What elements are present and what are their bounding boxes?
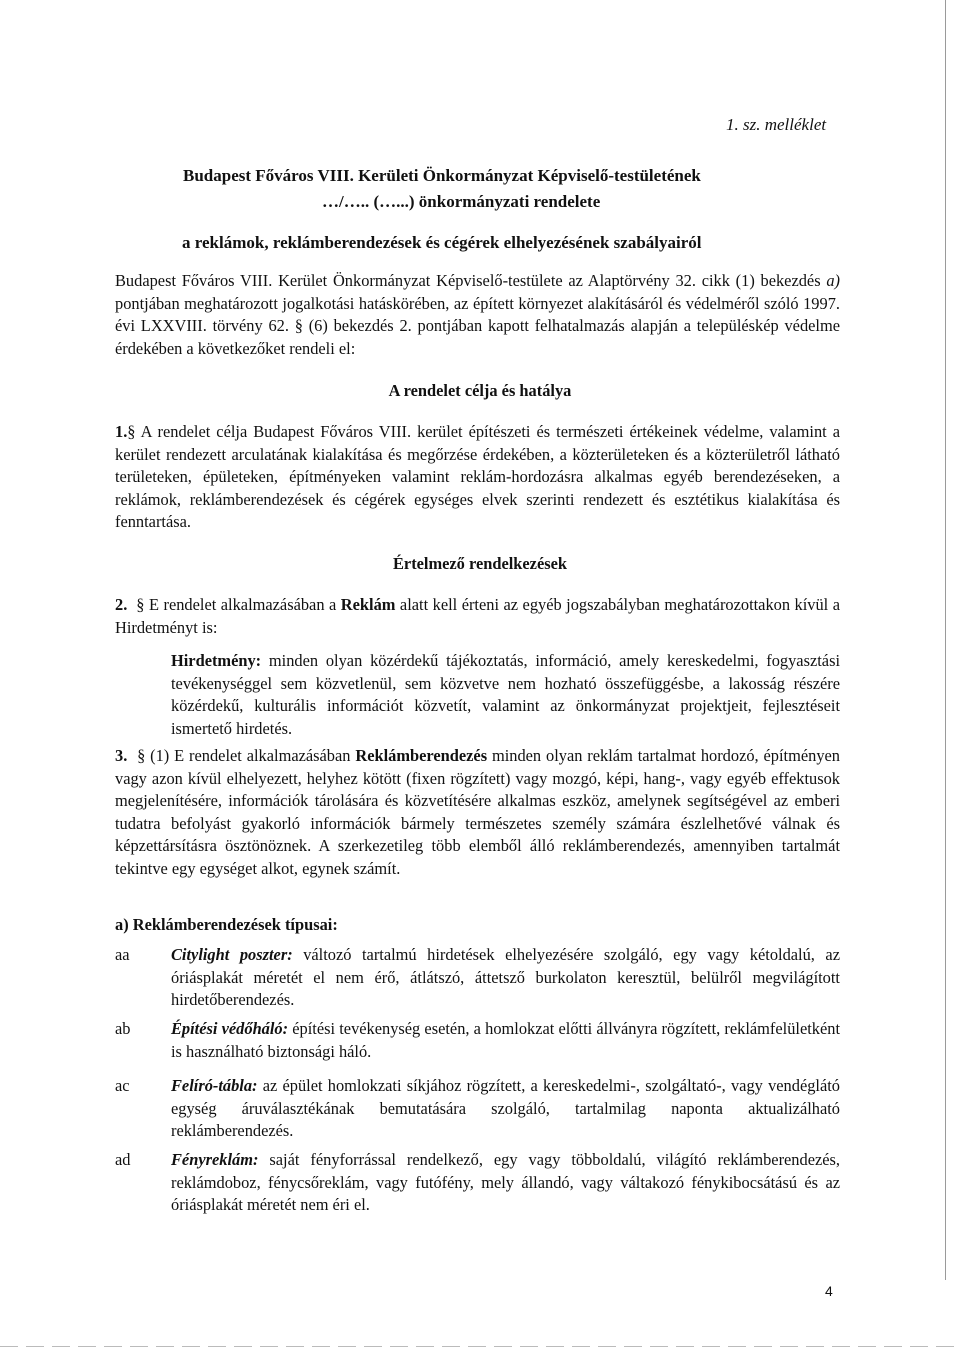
- section-2: [115, 594, 840, 639]
- definition-term: Hirdetmény:: [171, 651, 262, 670]
- title-line-3: a reklámok, reklámberendezések és cégérek elhelyezésének szabályairól: [182, 233, 702, 252]
- scan-bottom-line: [0, 1346, 960, 1347]
- list-item-text: az épület homlokzati síkjához rögzített, a kereskedelmi-, szolgáltató-, vagy vendéglátó egység áruválasztékának bemutatására szolgáló, tartalmilag naponta aktualizálható reklámberendezés.: [171, 1076, 840, 1141]
- list-item-text: változó tartalmú hirdetések elhelyezésére szolgáló, egy vagy kétoldalú, az óriásplakát méretét el nem érő, átlátszó, áttetsző burkolaton keresztül, belülről megvilágított hirdetőberendezés.: [171, 945, 840, 1010]
- definition-hirdetmeny: [171, 650, 840, 740]
- list-item-label: ad: [115, 1150, 131, 1169]
- section-2-heading: Értelmező rendelkezések: [392, 554, 567, 573]
- preamble-emphasis: a): [826, 271, 840, 290]
- section-2-number: 2.: [115, 595, 128, 614]
- page-edge-line: [945, 0, 946, 1280]
- section-2-text-b: alatt kell érteni az egyéb jogszabályban meghatározottakon kívül a Hirdetményt is:: [115, 595, 840, 637]
- list-item: [115, 1149, 840, 1217]
- section-1-text: § A rendelet célja Budapest Főváros VIII. kerület építészeti és természeti értékeinek védelme, valamint a kerület rendezett arculatának kialakítása és megőrzése érdekében, a közterületeken és a közterületről látható területeken, épületeken, építményeken valamint reklám-hordozásra alkalmas egyéb berendezéseken, a reklámok, reklámberendezések és cégérek egységes elvek szerinti rendezett és esztétikus kialakítása és fenntartása.: [115, 422, 840, 532]
- list-item-term: Fényreklám:: [171, 1150, 259, 1169]
- title-line-2: …/….. (…...) önkormányzati rendelete: [322, 192, 601, 211]
- section-3-text-a: § (1) E rendelet alkalmazásában: [137, 746, 356, 765]
- preamble-text: Budapest Főváros VIII. Kerület Önkormányzat Képviselő-testülete az Alaptörvény 32. cikk (1) bekezdés: [115, 271, 827, 290]
- section-3-number: 3.: [115, 746, 128, 765]
- definition-text: minden olyan közérdekű tájékoztatás, információ, amely kereskedelmi, fogyasztási tevékenységgel sem közvetlenül, sem közvetve nem hozható összefüggésbe, a lakosság részére közérdekű, kulturális információt közvetít, valamint az önkormányzat projektjeit, fejlesztéseit ismertető hirdetés.: [171, 651, 840, 738]
- list-item-term: Citylight poszter:: [171, 945, 293, 964]
- list-item-text: saját fényforrással rendelkező, egy vagy többoldalú, világító reklámberendezés, reklámdoboz, fénycsőreklám, vagy futófény, mely állandó, vagy váltakozó fénykibocsátású és az óriásplakát méretét nem éri el.: [171, 1150, 840, 1215]
- section-1-number: 1.: [115, 422, 128, 441]
- list-item-label: ab: [115, 1019, 131, 1038]
- list-item: [115, 1018, 840, 1063]
- preamble: [115, 270, 840, 360]
- section-2-text-a: § E rendelet alkalmazásában a: [136, 595, 341, 614]
- list-item-term: Felíró-tábla:: [171, 1076, 258, 1095]
- list-item: [115, 944, 840, 1012]
- list-item-label: aa: [115, 945, 130, 964]
- list-item-text: építési tevékenység esetén, a homlokzat előtti állványra rögzített, reklámfelületként is használható biztonsági háló.: [171, 1019, 841, 1061]
- types-heading: a) Reklámberendezések típusai:: [115, 915, 338, 934]
- section-1-heading: A rendelet célja és hatálya: [388, 381, 572, 400]
- section-3-term: Reklámberendezés: [355, 746, 488, 765]
- title-line-1: Budapest Főváros VIII. Kerületi Önkormányzat Képviselő-testületének: [183, 166, 701, 185]
- annex-label: 1. sz. melléklet: [726, 115, 827, 134]
- preamble-text-2: pontjában meghatározott jogalkotási hatáskörében, az épített környezet alakításáról és védelméről szóló 1997. évi LXXVIII. törvény 62. § (6) bekezdés 2. pontjában kapott felhatalmazás alapján a településkép védelme érdekében a következőket rendeli el:: [115, 293, 840, 358]
- section-3-text-b: minden olyan reklám tartalmat hordozó, építményen vagy azon kívül elhelyezett, helyhez kötött (fixen rögzített) vagy mozgó, képi, hang-, vagy egyéb effektusok megjelenítésére, információk tárolására és közvetítésére alkalmas eszköz, amelynek segítségével az emberi tudatra befolyást gyakorló információk bármely természetes személy számára észlelhetővé válnak és képzettársításra ösztönöznek. A szerkezetileg több elemből álló reklámberendezés, amennyiben tartalmát tekintve egy egységet alkot, egynek számít.: [115, 746, 840, 878]
- section-2-term: Reklám: [340, 595, 396, 614]
- section-1: [115, 421, 840, 534]
- list-item-label: ac: [115, 1076, 130, 1095]
- list-item: [115, 1075, 840, 1143]
- page-number: 4: [825, 1283, 833, 1299]
- section-3: [115, 745, 840, 881]
- list-item-term: Építési védőháló:: [171, 1019, 289, 1038]
